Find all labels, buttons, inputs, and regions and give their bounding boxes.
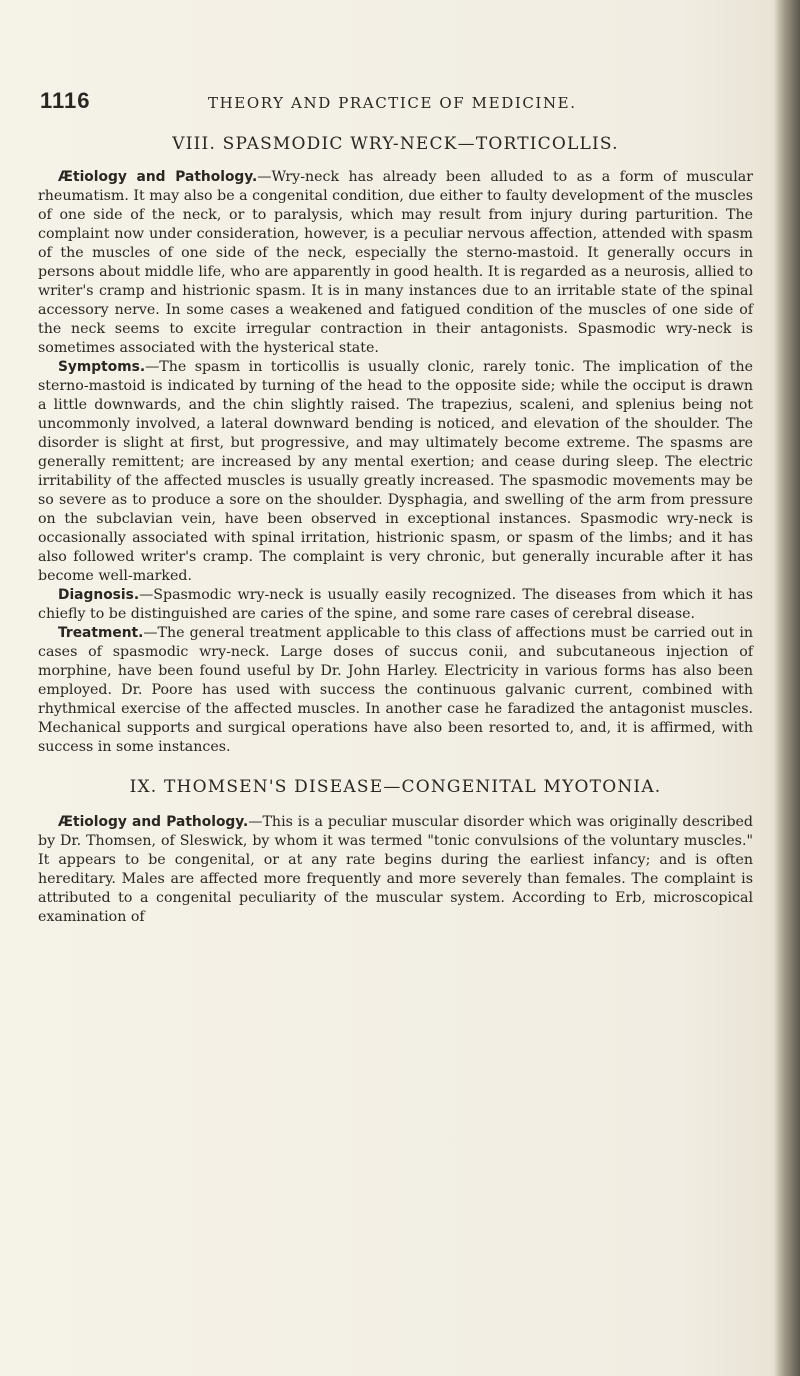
run-in-heading: Diagnosis.: [58, 587, 140, 603]
paragraph-aetiology: [38, 168, 753, 358]
section-heading-thomsens-disease: IX. THOMSEN'S DISEASE—CONGENITAL MYOTONIA.: [129, 777, 662, 797]
run-in-heading: Treatment.: [58, 625, 144, 641]
page-body: [38, 134, 753, 927]
paragraph-aetiology-thomsen: [38, 813, 753, 927]
run-in-heading: Symptoms.: [58, 359, 146, 375]
paragraph-text: —The spasm in torticollis is usually clonic, rarely tonic. The implication of the sterno-mastoid is indicated by turning of the head to the opposite side; while the occiput is drawn a little downwards, and the chin slightly raised. The trapezius, scaleni, and splenius being not uncommonly involved, a lateral downward bending is noticed, and elevation of the shoulder. The disorder is slight at first, but progressive, and may ultimately become extreme. The spasms are generally remittent; are increased by any mental exertion; and cease during sleep. The electric irritability of the affected muscles is usually greatly increased. The spasmodic movements may be so severe as to produce a sore on the shoulder. Dysphagia, and swelling of the arm from pressure on the subclavian vein, have been observed in exceptional instances. Spasmodic wry-neck is occasionally associated with spinal irritation, histrionic spasm, or spasm of the limbs; and it has also followed writer's cramp. The complaint is very chronic, but generally incurable after it has become well-marked.: [38, 359, 753, 584]
paragraph-symptoms: [38, 358, 753, 586]
run-in-heading: Ætiology and Pathology.: [58, 814, 249, 830]
page-gutter-shadow: [774, 0, 800, 1376]
page-number: 1116: [40, 88, 91, 113]
paragraph-text: —The general treatment applicable to this class of affections must be carried out in cases of spasmodic wry-neck. Large doses of succus conii, and subcutaneous injection of morphine, have been found useful by Dr. John Harley. Electricity in various forms has also been employed. Dr. Poore has used with success the continuous galvanic current, combined with rhythmical exercise of the affected muscles. In another case he faradized the antagonist muscles. Mechanical supports and surgical operations have also been resorted to, and, it is affirmed, with success in some instances.: [38, 625, 753, 755]
paragraph-text: —Wry-neck has already been alluded to as a form of muscular rheumatism. It may also be a congenital condition, due either to faulty development of the muscles of one side of the neck, or to paralysis, which may result from injury during parturition. The complaint now under consideration, however, is a peculiar nervous affection, attended with spasm of the muscles of one side of the neck, especially the sterno-mastoid. It generally occurs in persons about middle life, who are apparently in good health. It is regarded as a neurosis, allied to writer's cramp and histrionic spasm. It is in many instances due to an irritable state of the spinal accessory nerve. In some cases a weakened and fatigued condition of the muscles of one side of the neck seems to excite irregular contraction in their antagonists. Spasmodic wry-neck is sometimes associated with the hysterical state.: [38, 169, 753, 356]
paragraph-treatment: [38, 624, 753, 757]
run-in-heading: Ætiology and Pathology.: [58, 169, 258, 185]
section-heading-torticollis: VIII. SPASMODIC WRY-NECK—TORTICOLLIS.: [172, 134, 619, 154]
running-head: THEORY AND PRACTICE OF MEDICINE.: [208, 94, 577, 112]
paragraph-text: —Spasmodic wry-neck is usually easily recognized. The diseases from which it has chiefly to be distinguished are caries of the spine, and some rare cases of cerebral disease.: [38, 587, 753, 622]
paragraph-diagnosis: [38, 586, 753, 624]
page-header: [40, 88, 740, 114]
paragraph-text: —This is a peculiar muscular disorder which was originally described by Dr. Thomsen, of Sleswick, by whom it was termed "tonic convulsions of the voluntary muscles." It appears to be congenital, or at any rate begins during the earliest infancy; and is often hereditary. Males are affected more frequently and more severely than females. The complaint is attributed to a congenital peculiarity of the muscular system. According to Erb, microscopical examination of: [38, 814, 753, 925]
